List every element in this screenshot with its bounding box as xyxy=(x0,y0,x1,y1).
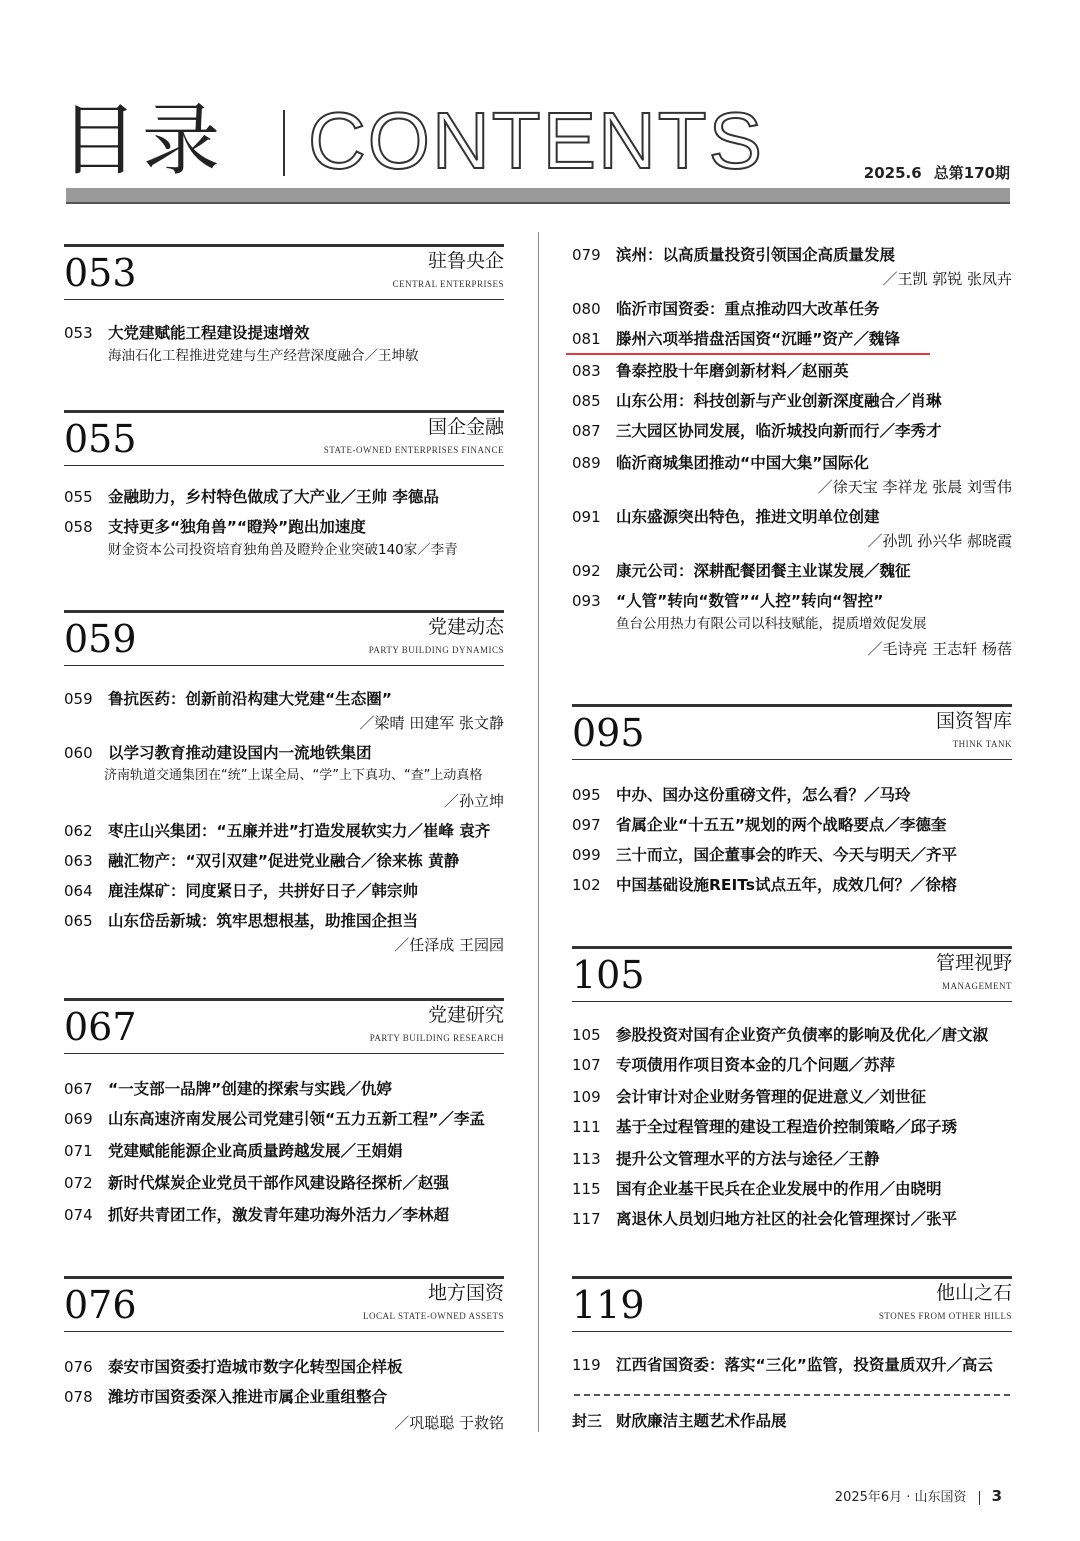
entry-title: 支持更多“独角兽”“瞪羚”跑出加速度 xyxy=(108,518,366,536)
toc-entry[interactable] xyxy=(64,1140,504,1162)
section-header-central xyxy=(64,244,504,300)
toc-entry[interactable] xyxy=(572,844,1012,866)
entry-authors: ／毛诗亮 王志轩 杨蓓 xyxy=(867,640,1012,658)
issue-date: 2025.6 xyxy=(863,164,922,182)
toc-entry[interactable] xyxy=(572,506,1012,528)
toc-entry[interactable] xyxy=(572,1178,1012,1200)
entry-page: 095 xyxy=(572,786,601,804)
entry-page: 111 xyxy=(572,1118,601,1136)
page-footer xyxy=(835,1486,1002,1505)
entry-page: 069 xyxy=(64,1110,93,1128)
entry-page: 102 xyxy=(572,876,601,894)
section-header-think-tank xyxy=(572,704,1012,760)
entry-page: 109 xyxy=(572,1088,601,1106)
entry-title: 江西省国资委：落实“三化”监管，投资量质双升／高云 xyxy=(616,1356,993,1374)
toc-entry[interactable] xyxy=(64,850,504,872)
entry-title: 三十而立，国企董事会的昨天、今天与明天／齐平 xyxy=(616,846,958,864)
toc-entry-cover3[interactable] xyxy=(572,1410,1012,1432)
entry-title: 党建赋能能源企业高质量跨越发展／王娟娟 xyxy=(108,1142,403,1160)
entry-title: 新时代煤炭企业党员干部作风建设路径探析／赵强 xyxy=(108,1174,450,1192)
entry-authors: ／孙立坤 xyxy=(443,792,504,810)
contents-header xyxy=(60,98,1010,208)
section-title: 国企金融 xyxy=(427,416,504,438)
entry-authors: ／梁晴 田建军 张文静 xyxy=(359,714,504,732)
toc-entry[interactable] xyxy=(64,910,504,932)
section-title: 党建动态 xyxy=(427,616,504,638)
section-header-party-research xyxy=(64,998,504,1054)
entry-page: 063 xyxy=(64,852,93,870)
section-header-stones xyxy=(572,1276,1012,1332)
entry-page: 097 xyxy=(572,816,601,834)
entry-page: 059 xyxy=(64,690,93,708)
toc-entry[interactable] xyxy=(572,360,1012,382)
entry-page: 053 xyxy=(64,324,93,342)
entry-page: 065 xyxy=(64,912,93,930)
entry-title: 枣庄山兴集团：“五廉并进”打造发展软实力／崔峰 袁齐 xyxy=(108,822,491,840)
section-number: 059 xyxy=(64,617,137,661)
entry-page: 091 xyxy=(572,508,601,526)
section-title-en: STONES FROM OTHER HILLS xyxy=(878,1311,1012,1321)
entry-page: 064 xyxy=(64,882,93,900)
toc-entry[interactable] xyxy=(572,1024,1012,1046)
section-title: 驻鲁央企 xyxy=(427,250,504,272)
toc-entry[interactable] xyxy=(572,298,1012,320)
toc-entry[interactable] xyxy=(572,1086,1012,1108)
entry-title: 融汇物产：“双引双建”促进党业融合／徐来栋 黄静 xyxy=(108,852,460,870)
title-english: CONTENTS xyxy=(308,96,764,185)
section-number: 105 xyxy=(572,953,645,997)
footer-separator xyxy=(979,1491,980,1505)
entry-title: 省属企业“十五五”规划的两个战略要点／李德奎 xyxy=(616,816,947,834)
toc-entry[interactable] xyxy=(572,1116,1012,1138)
entry-page: 071 xyxy=(64,1142,93,1160)
toc-entry[interactable] xyxy=(572,874,1012,896)
page-number: 3 xyxy=(991,1487,1002,1505)
toc-entry[interactable] xyxy=(64,1204,504,1226)
entry-title: “人管”转向“数管”“人控”转向“智控” xyxy=(616,592,884,610)
toc-entry[interactable] xyxy=(572,590,1012,612)
entry-page: 119 xyxy=(572,1356,601,1374)
issue-info xyxy=(864,162,1010,183)
entry-authors: ／孙凯 孙兴华 郝晓霞 xyxy=(867,532,1012,550)
toc-entry[interactable] xyxy=(64,688,504,710)
toc-entry[interactable] xyxy=(572,420,1012,442)
entry-title: 大党建赋能工程建设提速增效 xyxy=(108,324,310,342)
title-separator xyxy=(283,110,285,176)
entry-title: 滨州：以高质量投资引领国企高质量发展 xyxy=(616,246,896,264)
entry-page: 107 xyxy=(572,1056,601,1074)
entry-title: 鹿洼煤矿：同度紧日子，共拼好日子／韩宗帅 xyxy=(108,882,419,900)
section-title-en: LOCAL STATE-OWNED ASSETS xyxy=(363,1311,504,1321)
entry-page: 113 xyxy=(572,1150,601,1168)
entry-page: 087 xyxy=(572,422,601,440)
entry-authors: ／徐天宝 李祥龙 张晨 刘雪伟 xyxy=(817,478,1012,496)
section-header-finance xyxy=(64,410,504,466)
entry-title: 山东盛源突出特色，推进文明单位创建 xyxy=(616,508,880,526)
entry-title: 中办、国办这份重磅文件，怎么看？／马玲 xyxy=(616,786,911,804)
entry-subtitle: 济南轨道交通集团在“统”上谋全局、“学”上下真功、“查”上动真格 xyxy=(104,768,483,783)
section-header-party-dynamics xyxy=(64,610,504,666)
section-number: 055 xyxy=(64,417,137,461)
entry-page: 089 xyxy=(572,454,601,472)
section-title: 管理视野 xyxy=(935,952,1012,974)
entry-page: 099 xyxy=(572,846,601,864)
section-title-en: STATE-OWNED ENTERPRISES FINANCE xyxy=(323,445,504,455)
title-chinese: 目录 xyxy=(60,96,225,186)
entry-title: 中国基础设施REITs试点五年，成效几何？／徐榕 xyxy=(616,876,957,894)
entry-title: 抓好共青团工作，激发青年建功海外活力／李林超 xyxy=(108,1206,450,1224)
toc-entry[interactable] xyxy=(572,1148,1012,1170)
entry-page: 封三 xyxy=(572,1412,603,1430)
toc-entry[interactable] xyxy=(572,452,1012,474)
entry-title: 康元公司：深耕配餐团餐主业谋发展／魏征 xyxy=(616,562,911,580)
entry-title: 离退休人员划归地方社区的社会化管理探讨／张平 xyxy=(616,1210,958,1228)
toc-entry[interactable] xyxy=(64,1386,504,1408)
entry-page: 072 xyxy=(64,1174,93,1192)
toc-entry[interactable] xyxy=(572,328,1012,350)
section-number: 076 xyxy=(64,1283,137,1327)
toc-entry[interactable] xyxy=(64,1356,504,1378)
section-title: 国资智库 xyxy=(935,710,1012,732)
toc-entry[interactable] xyxy=(64,486,504,508)
entry-page: 117 xyxy=(572,1210,601,1228)
entry-page: 092 xyxy=(572,562,601,580)
toc-entry[interactable] xyxy=(64,1108,504,1130)
entry-title: 金融助力，乡村特色做成了大产业／王帅 李德品 xyxy=(108,488,439,506)
section-title-en: CENTRAL ENTERPRISES xyxy=(392,279,504,289)
toc-entry[interactable] xyxy=(64,1078,504,1100)
entry-page: 080 xyxy=(572,300,601,318)
entry-subtitle: 鱼台公用热力有限公司以科技赋能，提质增效促发展 xyxy=(616,616,927,632)
entry-page: 074 xyxy=(64,1206,93,1224)
issue-number: 总第170期 xyxy=(933,164,1010,182)
entry-title: 滕州六项举措盘活国资“沉睡”资产／魏锋 xyxy=(616,330,900,348)
entry-authors: ／王凯 郭锐 张凤卉 xyxy=(882,270,1012,288)
entry-page: 115 xyxy=(572,1180,601,1198)
entry-title: 山东岱岳新城：筑牢思想根基，助推国企担当 xyxy=(108,912,419,930)
section-title-en: PARTY BUILDING DYNAMICS xyxy=(368,645,504,655)
red-underline-annotation xyxy=(566,353,930,355)
entry-page: 105 xyxy=(572,1026,601,1044)
entry-page: 093 xyxy=(572,592,601,610)
entry-title: 鲁抗医药：创新前沿构建大党建“生态圈” xyxy=(108,690,392,708)
entry-page: 081 xyxy=(572,330,601,348)
entry-title: “一支部一品牌”创建的探索与实践／仇婷 xyxy=(108,1080,392,1098)
toc-entry[interactable] xyxy=(64,820,504,842)
entry-subtitle: 海油石化工程推进党建与生产经营深度融合／王坤敏 xyxy=(108,348,419,364)
entry-title: 以学习教育推动建设国内一流地铁集团 xyxy=(108,744,372,762)
section-title-en: MANAGEMENT xyxy=(942,981,1012,991)
entry-title: 参股投资对国有企业资产负债率的影响及优化／唐文淑 xyxy=(616,1026,989,1044)
entry-page: 078 xyxy=(64,1388,93,1406)
entry-title: 临沂商城集团推动“中国大集”国际化 xyxy=(616,454,869,472)
entry-title: 临沂市国资委：重点推动四大改革任务 xyxy=(616,300,880,318)
toc-entry[interactable] xyxy=(572,244,1012,266)
entry-title: 三大园区协同发展，临沂城投向新而行／李秀才 xyxy=(616,422,942,440)
section-header-local xyxy=(64,1276,504,1332)
entry-title: 会计审计对企业财务管理的促进意义／刘世征 xyxy=(616,1088,927,1106)
toc-entry[interactable] xyxy=(64,1172,504,1194)
entry-title: 山东高速济南发展公司党建引领“五力五新工程”／李孟 xyxy=(108,1110,485,1128)
entry-title: 提升公文管理水平的方法与途径／王静 xyxy=(616,1150,880,1168)
toc-entry[interactable] xyxy=(572,1054,1012,1076)
entry-title: 潍坊市国资委深入推进市属企业重组整合 xyxy=(108,1388,388,1406)
section-number: 067 xyxy=(64,1005,137,1049)
entry-page: 076 xyxy=(64,1358,93,1376)
toc-entry[interactable] xyxy=(572,560,1012,582)
dashed-separator xyxy=(574,1394,1010,1396)
section-number: 095 xyxy=(572,711,645,755)
entry-page: 062 xyxy=(64,822,93,840)
header-rule-bar xyxy=(66,188,1010,204)
entry-page: 085 xyxy=(572,392,601,410)
section-title: 他山之石 xyxy=(935,1282,1012,1304)
entry-page: 067 xyxy=(64,1080,93,1098)
section-title-en: PARTY BUILDING RESEARCH xyxy=(369,1033,504,1043)
entry-page: 055 xyxy=(64,488,93,506)
section-title: 党建研究 xyxy=(427,1004,504,1026)
footer-publication: 2025年6月 · 山东国资 xyxy=(834,1490,967,1505)
section-number: 053 xyxy=(64,251,137,295)
toc-entry[interactable] xyxy=(572,1354,1012,1376)
section-number: 119 xyxy=(572,1283,645,1327)
entry-page: 060 xyxy=(64,744,93,762)
toc-entry[interactable] xyxy=(64,742,504,764)
toc-entry[interactable] xyxy=(64,880,504,902)
toc-entry[interactable] xyxy=(572,390,1012,412)
section-title: 地方国资 xyxy=(427,1282,504,1304)
entry-page: 058 xyxy=(64,518,93,536)
toc-entry[interactable] xyxy=(572,814,1012,836)
entry-title: 山东公用：科技创新与产业创新深度融合／肖琳 xyxy=(616,392,942,410)
toc-entry[interactable] xyxy=(64,322,504,344)
entry-page: 079 xyxy=(572,246,601,264)
section-title-en: THINK TANK xyxy=(952,739,1012,749)
toc-entry[interactable] xyxy=(64,516,504,538)
entry-authors: ／任泽成 王园园 xyxy=(394,936,504,954)
entry-subtitle: 财金资本公司投资培育独角兽及瞪羚企业突破140家／李青 xyxy=(108,542,458,558)
entry-title: 国有企业基干民兵在企业发展中的作用／由晓明 xyxy=(616,1180,942,1198)
entry-title: 基于全过程管理的建设工程造价控制策略／邱子琇 xyxy=(616,1118,958,1136)
entry-page: 083 xyxy=(572,362,601,380)
entry-title: 财欣廉洁主题艺术作品展 xyxy=(616,1412,787,1430)
entry-title: 泰安市国资委打造城市数字化转型国企样板 xyxy=(108,1358,403,1376)
entry-title: 专项债用作项目资本金的几个问题／苏萍 xyxy=(616,1056,896,1074)
toc-entry[interactable] xyxy=(572,784,1012,806)
section-header-management xyxy=(572,946,1012,1002)
entry-title: 鲁泰控股十年磨剑新材料／赵丽英 xyxy=(616,362,849,380)
column-divider xyxy=(538,232,539,1432)
entry-authors: ／巩聪聪 于救铭 xyxy=(394,1414,504,1432)
toc-entry[interactable] xyxy=(572,1208,1012,1230)
